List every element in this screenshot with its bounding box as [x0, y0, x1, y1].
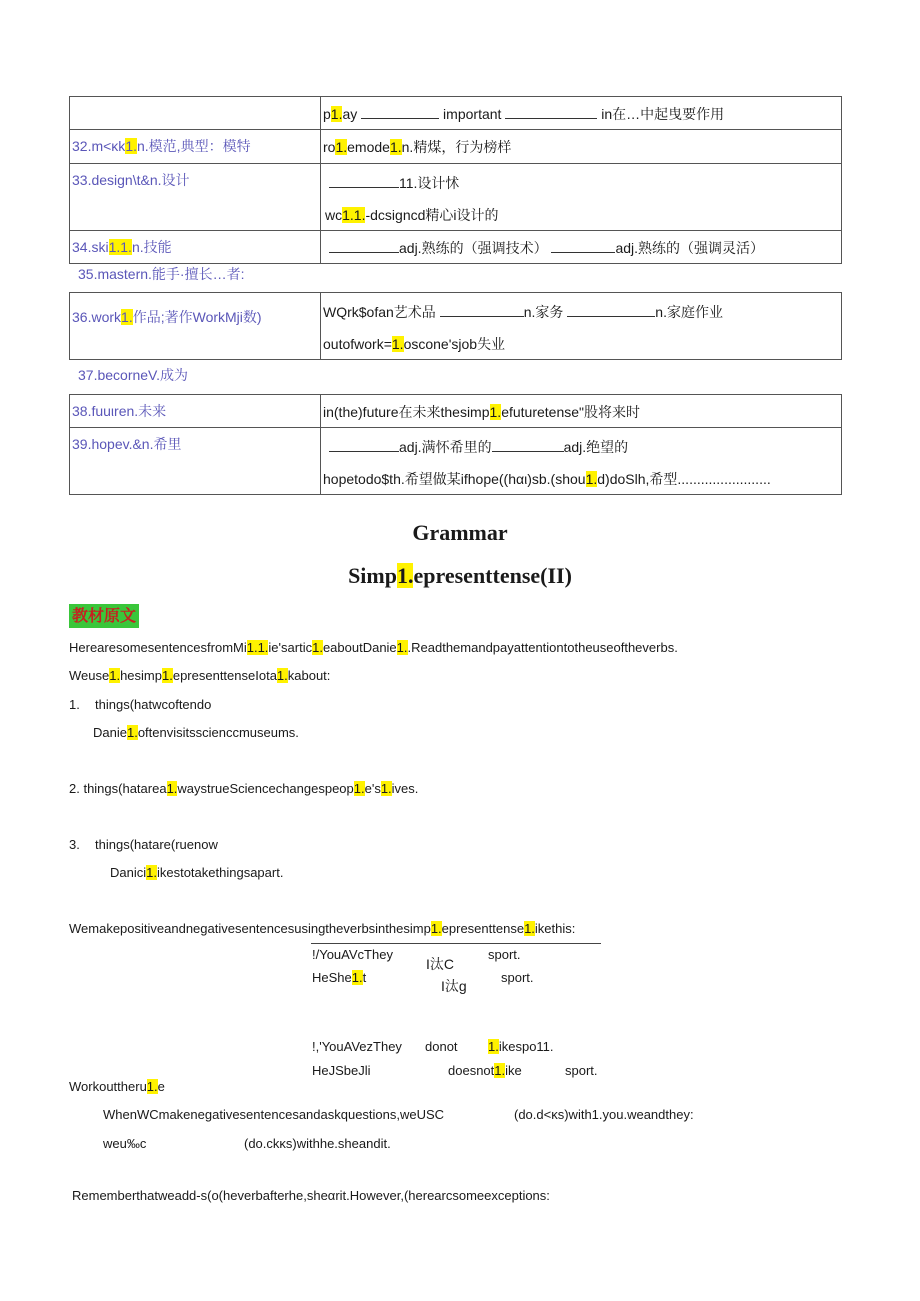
vocab-row-34-right: adj.熟练的（强调技术） adj.熟练的（强调灵活） — [321, 231, 842, 264]
vocab-row-38-right: in(the)future在未来thesimp1.efuturetense"股将来时 — [321, 395, 842, 428]
example-likes-sport: 1.ikespo11. — [488, 1039, 554, 1054]
item-2: 2. things(hatarea1.waystrueSciencechangespeop1.e's1.ives. — [69, 781, 419, 796]
textbook-original-badge: 教材原文 — [69, 604, 139, 628]
vocab-row-36-left: 36.work1.作品;著作WorkMji数) — [70, 293, 321, 360]
example-doesnot: doesnot1.ike — [448, 1063, 522, 1078]
vocab-row-39-left: 39.hopev.&n.希里 — [70, 428, 321, 495]
example-donot: donot — [425, 1039, 458, 1054]
example-subject-plural: !/YouAVcThey — [312, 947, 393, 962]
example-neg-subject-singular: HeJSbeJli — [312, 1063, 371, 1078]
item-3-text: things(hatare(ruenow — [95, 837, 218, 852]
item-3-number: 3. — [69, 837, 80, 852]
workout-rule-heading: Workouttheru1.e — [69, 1079, 165, 1094]
vocab-row-31-right: p1.ay important in在…中起曳要作用 — [321, 97, 842, 130]
vocab-table-1 — [69, 96, 842, 264]
vocab-row-39-right: adj.满怀希里的 adj.绝望的 hopetodo$th.希望做某ifhope((hαι)sb.(shou1.d)doSlh,希型........................ — [321, 428, 842, 495]
vocab-row-38-left: 38.fuuιren.未来 — [70, 395, 321, 428]
example-sport-3: sport. — [565, 1063, 598, 1078]
rule-1-answer: (do.d<κs)with1.you.weandthey: — [514, 1107, 694, 1122]
rule-2-text: weu‰c — [103, 1136, 147, 1151]
vocab-table-3 — [69, 394, 842, 495]
vocab-row-32-right: ro1.emode1.n.精煤，行为榜样 — [321, 130, 842, 164]
vocab-row-34-left: 34.ski1.1.n.技能 — [70, 231, 321, 264]
example-sport-1: sport. — [488, 947, 521, 962]
positive-negative-line: Wemakepositiveandnegativesentencesusingtheverbsinthesimp1.epresenttense1.ikethis: — [69, 921, 576, 936]
vocab-cell-empty — [70, 97, 321, 130]
vocab-row-36-right: WQrk$ofan艺术品 n.家务 n.家庭作业 outofwork=1.oscone'sjob失业 — [321, 293, 842, 360]
item-1-example: Danie1.oftenvisitsscienccmuseums. — [93, 725, 299, 740]
vocab-item-35: 35.mastern.能手·擅长…者: — [78, 266, 245, 282]
vocab-row-33-right: 11.设计怵 wc1.1.-dcsigncd精心i设计的 — [321, 164, 842, 231]
example-verb-likes: I汰g — [441, 978, 467, 994]
vocab-item-37: 37.becorneV.成为 — [78, 367, 188, 383]
example-sport-2: sport. — [501, 970, 534, 985]
intro-line-2: Weuse1.hesimp1.epresenttenseIota1.kabout: — [69, 668, 331, 683]
item-1-number: 1. — [69, 697, 80, 712]
example-table-rule — [311, 943, 601, 944]
vocab-table-2 — [69, 292, 842, 360]
vocab-row-33-left: 33.design\t&n.设计 — [70, 164, 321, 231]
vocab-row-32-left: 32.m<κk1.n.模范,典型：模特 — [70, 130, 321, 164]
rule-1-text: WhenWCmakenegativesentencesandaskquestions,weUSC — [103, 1107, 445, 1122]
rule-2-answer: (do.ckκs)withhe.sheandit. — [244, 1136, 391, 1151]
example-subject-singular: HeShe1.t — [312, 970, 367, 985]
item-3-example: Danici1.ikestotakethingsapart. — [110, 865, 284, 880]
example-verb-like: I汰C — [426, 956, 454, 972]
item-1-text: things(hatwcoftendo — [95, 697, 212, 712]
remember-note: Rememberthatweadd-s(o(heverbafterhe,sheαrit.However,(herearcsomeexceptions: — [72, 1188, 550, 1203]
grammar-title: Grammar — [412, 520, 508, 545]
example-neg-subject-plural: !,'YouAVezThey — [312, 1039, 402, 1054]
grammar-subtitle: Simp1.epresenttense(II) — [348, 563, 572, 588]
intro-line-1: HerearesomesentencesfromMi1.1.ie'sartic1.eaboutDanie1..Readthemandpayattentiontotheuseoftheverbs. — [69, 640, 678, 655]
